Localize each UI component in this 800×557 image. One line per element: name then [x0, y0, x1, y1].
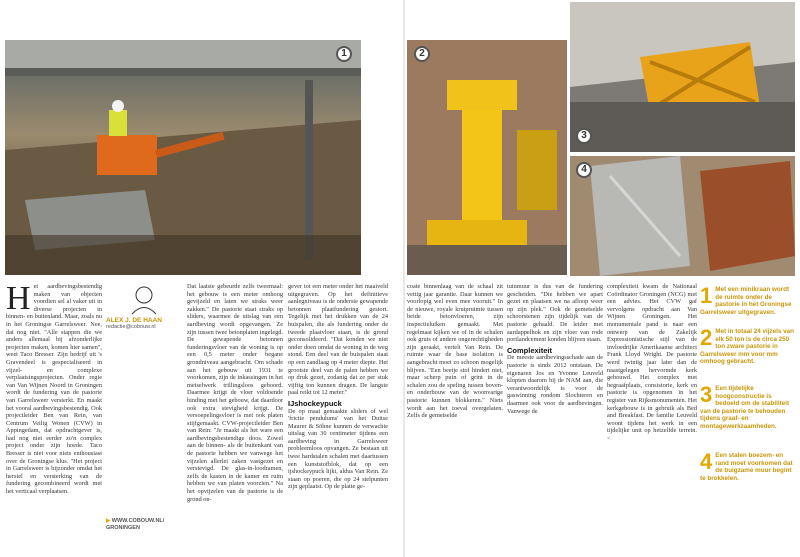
end-mark-icon: < [607, 434, 611, 442]
photo-badge: 3 [576, 128, 592, 144]
photo-badge: 1 [336, 46, 352, 62]
author-block [106, 283, 182, 343]
caption-2 [700, 325, 796, 366]
caption-number: 3 [700, 382, 713, 407]
article-column-1: H et aardbevingsbestendig maken van objecten voordien sel al vaker uit in diverse projecten in binnen- en buitenland. Maar, zoals nu in het Groningse Garrelsweer. Nee, dat nog niet. "Alle stappen die we anders allemaal bij afzonderlijke projecten maken, komen hier samen", weet Taco Bresser. Zijn bedrijf uit 's Gravendeel is gespecialiseerd in vijzel- en complexe verplaatsingsprojecten. Onder regie van Van Wijnen Noord in Groningen wordt de fundering van de pastorie van Garrelsweer versterkt. En maakt het vooral aardbevingsbestendig. Ook projectleider Ben van Rein, van Centrum Veilig Wonen (CVW) in Appingedam, dat opdrachtgever is, had nog niet eerder zo'n complex project onder zijn hoede. Taco Bresser is niet voor niets enthousiast over de Groningse klus. "Het project in Garrelsweer is bijzonder omdat het herstel en versterking van de fundering gecombineerd wordt met het verticaal verplaatsen. [6, 283, 102, 496]
page-gutter [403, 0, 405, 557]
subhead-ijshockeypuck: IJshockeypuck [288, 398, 342, 408]
footer-section: GRONINGEN [106, 525, 140, 531]
photo-jacks [407, 40, 567, 275]
article-column-4: coate binnenlaag van de schaal zit vettig jaar garantie. Daar kunnen we voorlopig wel even mee vooruit." In de nieuwe, royale kruipruimte tussen beide betonvloeren, zijn inspectieluiken gemaakt. Met regelmaat kijken we of in de schalen ook gruis of andere ongerechtigheden zijn geraakt, vertelt Van Rein. De ruimte waar de base isolation is aangebracht moet zo schoon mogelijk blijven. "Een beetje stof hindert niet, maar scherp puin of grint in de schalen zou de speling tussen boven- en onderbouw van de woonvarige pastorie kunnen blokkeren." Niets wordt aan het toeval overgelaten. Zelfs de gemetselde [407, 283, 503, 420]
caption-text: Met in totaal 24 vijzels van elk 50 ton is de circa 250 ton zware pastorie in Garrelsweer mm voor mm omhoog gebracht. [700, 328, 794, 365]
caption-1 [700, 283, 796, 316]
photo-badge: 4 [576, 162, 592, 178]
subhead-complexiteit: Complexiteit [507, 345, 553, 355]
footer-link [106, 518, 182, 538]
caption-text: Een stalen boezem- en rand moet voorkomen dat de buigzame muur begint te brokkelen. [700, 452, 793, 482]
article-column-6: complexiteit kwam de Nationaal Coördinator Groningen (NCG) met een advies. Het CVW gaf vervolgens opdracht aan Van Wijnen Groningen. Het monumentale pand is naar een ontwerp van de Zakelijk Expressionistische stijl van de invloedrijke Amerikaanse architect Frank Lloyd Wright. De pastorie werd twintig jaar later dan de naastgelegen hervormde kerk gebouwd. Het complex met begraafplaats, consistorie, kerk en pastorie is opgenomen in het register van Rijksmonumenten. Het kerkgebouw is in gebruik als Bed and Breakfast. De familie Leuveld woont tijdens het werk in een tijdelijke unit op hetzelfde terrein. < [607, 283, 697, 442]
caption-text: Met een minikraan wordt de ruimte onder de pastorie in het Groningse Garrelsweer uitgegraven. [700, 286, 792, 316]
caption-4 [700, 449, 796, 482]
drop-cap: H [6, 283, 31, 317]
author-name: ALEX J. DE HAAN [106, 317, 162, 324]
caption-number: 1 [700, 283, 713, 308]
photo-excavation [5, 40, 361, 275]
caption-number: 2 [700, 325, 713, 350]
photo-beams [570, 2, 795, 152]
arrow-icon: ▶ [106, 518, 112, 524]
caption-3 [700, 382, 796, 430]
article-column-2: Dat laatste gebeurde zelfs tweemaal: het gebouw is een meter omhoog gevijzeld en laten we straks weer zakken." De pastorie staat straks op sliders, waarmee de uitslag van een aardbeving wordt opgevangen. Ze zijn tussen twee betonplaten ingelegd. De gewapende betonnen funderingsvloer van de woning is op een 0,5 meter onder begane grondniveau aangebracht. Om schade aan het gebouw uit 1931 te voorkomen, zijn de inkassingen in het metselwerk trillingsloos geboord. Daarmee krijgt de vloer voldoende binding met het gebouw, dat daardoor ook extra stevigheid krijgt. De versoepelingsvloer is met ook platen stijfgemaakt. CVW-projectleider Ben van Rein: "Je maakt als het ware een aardbevingsbestendige doos. Zowel aan de binnen- als de buitenkant van de pastorie hebben we vanwege het vijzelen allerlei zaken vastgezet en verstevigd. De glas-in-loodramen, zelfs de kasten in de kamer en ruim hebben we van platen voorzien." Na het opvijzelen van de pastorie is de grond on- [187, 283, 283, 503]
article-column-3: gever tot een meter onder het maaiveld uitgegraven. Op het definitieve aanlegniveau is de onderste gewapende betonnen plaatfundering gestort. Tegelijk met het drukken van de 24 buispalen, die als fundering onder de tweede plaatvloer staan, is de grond geconsolideerd. "Dat konden we niet onder doen omdat de woning in de weg stond. Een deel van de buispalen staat op een zandlaag op 4 meter diepte. Het grootste deel van de palen hebben we op druk gezet, zodanig dat ze per stuk vijftig ton kunnen dragen. De langste paal reikt tot 12 meter." IJshockeypuck De op maat gemaakte sliders of wel 'frictie pendulums' van het Duitse Maurer & Söhne kunnen de verwachte uitslag van 30 centimeter tijdens een aardbeving in Garrelsweer probleemloos opvangen. Ze bestaan uit twee hardstalen schalen met daartussen een kunststofblok, dat op een ijshockeypuck lijkt, aldus Van Rein. Ze staan op poeren, die op 24 stelpunten zijn geplaatst. Op de platte ge- [288, 283, 388, 491]
photo-steel-frame [570, 156, 795, 276]
photo-badge: 2 [414, 46, 430, 62]
author-email[interactable]: redactie@cobouw.nl [106, 324, 156, 330]
caption-text: Een tijdelijke hoogconstructie is bedoeld om de stabiliteit van de pastorie te behouden tijdens graaf- en montagewerkzaamheden. [700, 385, 790, 430]
author-avatar-icon [129, 283, 159, 315]
caption-number: 4 [700, 449, 713, 474]
article-column-5: tuinmuur is dus van de fundering gescheiden. "Die hebben we apart gezet en plaatsen we na afloop weer op zijn plek." Ook de gemetselde schoorstenen zijn tijdelijk van de pastorie gehaald. De leider met aardappelhok en zijn vloer van rode portlandcement konden blijven staan. Complexiteit De meeste aardbevingsschade aan de pastorie is sinds 2012 ontstaan. De eigenaren Jos en Yvonne Leuveld klopten daarom bij de NAM aan, die verantwoordelijk is voor de gaswinning rondom Slochteren en daarmee ook voor de aardbevingen. Vanwege de [507, 283, 603, 415]
footer-site[interactable]: WWW.COBOUW.NL/ [111, 518, 165, 524]
